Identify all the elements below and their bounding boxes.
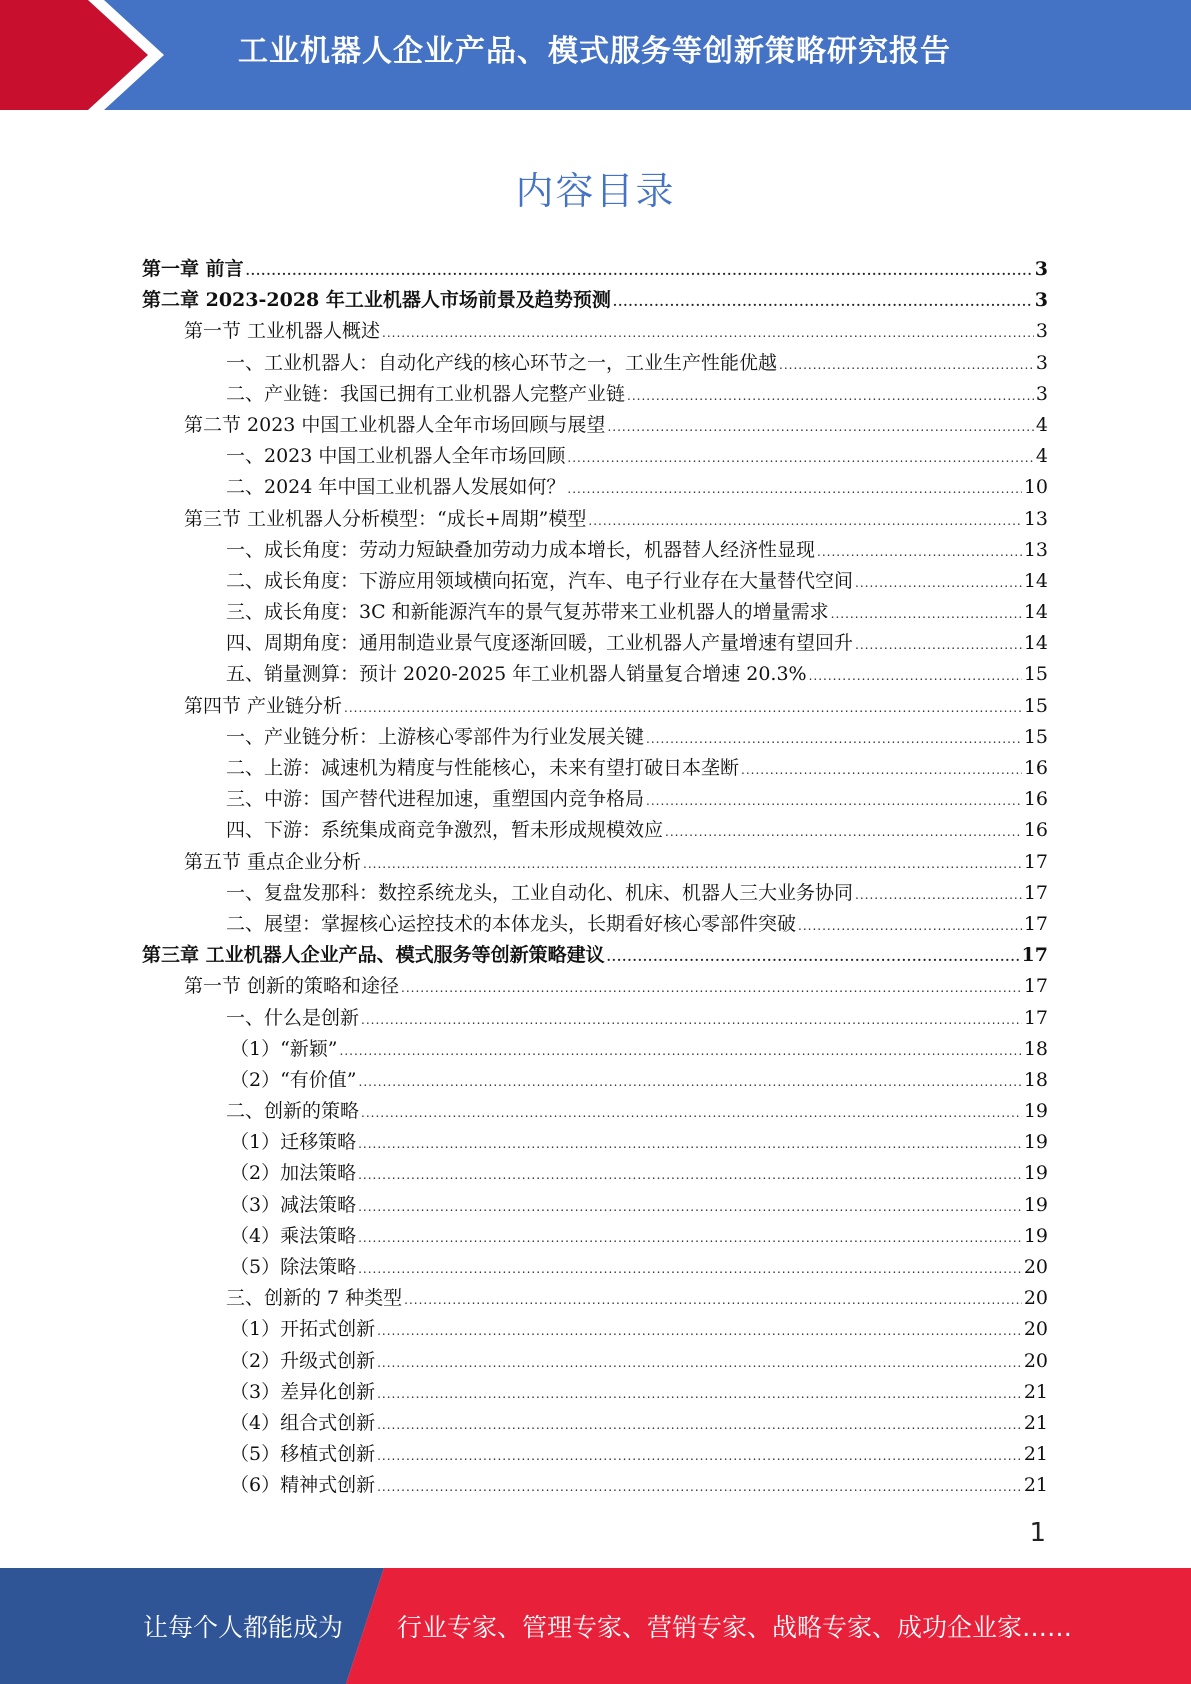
- toc-leader-dots: [340, 1036, 1022, 1067]
- toc-leader-dots: [382, 318, 1034, 349]
- toc-entry[interactable]: [142, 316, 1048, 347]
- toc-entry-title: 二、成长角度：下游应用领域横向拓宽，汽车、电子行业存在大量替代空间: [226, 569, 854, 592]
- toc-entry[interactable]: [142, 1283, 1048, 1314]
- toc-entry[interactable]: [142, 441, 1048, 472]
- toc-entry-title: （6）精神式创新: [230, 1474, 376, 1497]
- toc-leader-dots: [377, 1379, 1022, 1410]
- toc-entry-page: 21: [1023, 1411, 1048, 1434]
- toc-leader-dots: [358, 1223, 1022, 1254]
- toc-entry-page: 13: [1023, 507, 1048, 530]
- toc-leader-dots: [377, 1441, 1022, 1472]
- toc-entry-title: （1）迁移策略: [230, 1131, 357, 1154]
- toc-entry[interactable]: [142, 254, 1048, 285]
- toc-entry-title: 第一节 工业机器人概述: [184, 320, 381, 343]
- toc-entry-page: 19: [1023, 1224, 1048, 1247]
- toc-entry-title: 四、下游：系统集成商竞争激烈，暂未形成规模效应: [226, 819, 664, 842]
- toc-entry[interactable]: [142, 940, 1048, 971]
- toc-entry[interactable]: [142, 410, 1048, 441]
- toc-entry[interactable]: [142, 815, 1048, 846]
- toc-entry-title: （2）升级式创新: [230, 1349, 376, 1372]
- toc-leader-dots: [665, 817, 1022, 848]
- toc-leader-dots: [401, 973, 1022, 1004]
- toc-leader-dots: [567, 474, 1021, 505]
- toc-leader-dots: [377, 1410, 1022, 1441]
- toc-entry-page: 4: [1035, 413, 1048, 436]
- toc-entry-title: （1）开拓式创新: [230, 1318, 376, 1341]
- toc-entry[interactable]: [142, 379, 1048, 410]
- toc-leader-dots: [627, 381, 1034, 412]
- footer-slogan-right: 行业专家、管理专家、营销专家、战略专家、成功企业家……: [397, 1613, 1073, 1642]
- toc-entry-page: 19: [1023, 1131, 1048, 1154]
- toc-entry-title: 一、产业链分析：上游核心零部件为行业发展关键: [226, 725, 645, 748]
- toc-entry-title: 一、2023 中国工业机器人全年市场回顾: [226, 445, 566, 468]
- toc-leader-dots: [361, 1098, 1022, 1129]
- toc-entry-page: 3: [1034, 258, 1048, 280]
- toc-entry[interactable]: [142, 722, 1048, 753]
- toc-entry[interactable]: [142, 628, 1048, 659]
- toc-entry-page: 17: [1023, 850, 1048, 873]
- toc-entry-title: 三、中游：国产替代进程加速，重塑国内竞争格局: [226, 788, 645, 811]
- toc-entry-page: 15: [1023, 694, 1048, 717]
- toc-entry-page: 17: [1021, 944, 1048, 967]
- toc-entry[interactable]: [142, 1221, 1048, 1252]
- toc-entry[interactable]: [142, 566, 1048, 597]
- table-of-contents: [142, 254, 1048, 1502]
- toc-entry-page: 16: [1023, 757, 1048, 779]
- toc-leader-dots: [607, 942, 1020, 973]
- toc-entry-page: 14: [1023, 569, 1048, 592]
- toc-entry-title: （2）加法策略: [230, 1162, 357, 1185]
- toc-entry-page: 17: [1023, 1006, 1048, 1029]
- toc-entry[interactable]: [142, 1439, 1048, 1470]
- toc-entry-title: 二、2024 年中国工业机器人发展如何？: [226, 476, 566, 499]
- toc-heading: 内容目录: [515, 169, 676, 213]
- footer-slogan-left: 让每个人都能成为: [143, 1613, 344, 1642]
- toc-entry-page: 18: [1023, 1068, 1048, 1091]
- toc-entry[interactable]: [142, 1127, 1048, 1158]
- toc-entry-page: 15: [1023, 663, 1048, 686]
- toc-entry-title: （3）差异化创新: [230, 1380, 376, 1403]
- toc-entry-title: （4）组合式创新: [230, 1411, 376, 1434]
- toc-entry-page: 19: [1023, 1100, 1048, 1123]
- toc-entry-page: 21: [1023, 1380, 1048, 1403]
- toc-entry[interactable]: [142, 971, 1048, 1002]
- toc-entry-page: 14: [1023, 632, 1048, 655]
- toc-entry-page: 3: [1035, 320, 1048, 343]
- toc-entry-title: 第三章 工业机器人企业产品、模式服务等创新策略建议: [142, 944, 605, 967]
- toc-entry[interactable]: [142, 847, 1048, 878]
- toc-entry-title: 第五节 重点企业分析: [184, 850, 362, 873]
- toc-entry-title: 三、成长角度：3C 和新能源汽车的景气复苏带来工业机器人的增量需求: [226, 601, 829, 624]
- toc-entry-page: 16: [1023, 788, 1048, 811]
- toc-entry[interactable]: [142, 1096, 1048, 1127]
- page-number: 1: [1029, 1518, 1046, 1548]
- toc-leader-dots: [779, 350, 1034, 381]
- toc-entry[interactable]: [142, 691, 1048, 722]
- toc-entry-title: 五、销量测算：预计 2020-2025 年工业机器人销量复合增速 20.3%: [226, 663, 807, 686]
- toc-entry-title: 第一节 创新的策略和途径: [184, 975, 400, 998]
- toc-entry-title: 一、什么是创新: [226, 1006, 360, 1029]
- toc-leader-dots: [358, 1254, 1022, 1285]
- toc-leader-dots: [809, 661, 1022, 692]
- toc-entry-page: 20: [1023, 1287, 1048, 1310]
- toc-entry-title: 第二章 2023-2028 年工业机器人市场前景及趋势预测: [142, 289, 611, 312]
- toc-entry[interactable]: [142, 659, 1048, 690]
- toc-entry-page: 20: [1023, 1349, 1048, 1372]
- toc-entry-page: 13: [1023, 538, 1048, 561]
- toc-entry[interactable]: [142, 878, 1048, 909]
- toc-entry[interactable]: [142, 1003, 1048, 1034]
- toc-leader-dots: [246, 256, 1033, 287]
- toc-leader-dots: [588, 506, 1021, 537]
- toc-leader-dots: [817, 537, 1022, 568]
- toc-entry-title: 二、上游：减速机为精度与性能核心，未来有望打破日本垄断: [226, 757, 740, 779]
- toc-leader-dots: [358, 1129, 1022, 1160]
- toc-entry-title: 二、展望：掌握核心运控技术的本体龙头，长期看好核心零部件突破: [226, 912, 797, 935]
- toc-leader-dots: [855, 630, 1022, 661]
- toc-leader-dots: [741, 755, 1022, 786]
- toc-leader-dots: [344, 693, 1022, 724]
- toc-entry[interactable]: [142, 504, 1048, 535]
- toc-leader-dots: [377, 1472, 1022, 1503]
- toc-entry-title: 二、创新的策略: [226, 1100, 360, 1123]
- toc-entry[interactable]: [142, 1377, 1048, 1408]
- toc-entry[interactable]: [142, 1158, 1048, 1189]
- toc-entry-title: （2）“有价值”: [230, 1068, 357, 1091]
- toc-leader-dots: [377, 1316, 1022, 1347]
- toc-entry-title: 第一章 前言: [142, 258, 244, 280]
- toc-entry-title: 一、复盘发那科：数控系统龙头，工业自动化、机床、机器人三大业务协同: [226, 881, 854, 904]
- toc-entry[interactable]: [142, 1065, 1048, 1096]
- toc-leader-dots: [855, 880, 1022, 911]
- toc-entry[interactable]: [142, 285, 1048, 316]
- toc-entry-page: 4: [1035, 445, 1048, 468]
- toc-entry-title: 第二节 2023 中国工业机器人全年市场回顾与展望: [184, 413, 606, 436]
- toc-entry[interactable]: [142, 1314, 1048, 1345]
- toc-entry-page: 3: [1035, 351, 1048, 374]
- toc-entry-page: 21: [1023, 1443, 1048, 1466]
- toc-entry[interactable]: [142, 1408, 1048, 1439]
- toc-entry[interactable]: [142, 535, 1048, 566]
- toc-entry[interactable]: [142, 909, 1048, 940]
- toc-leader-dots: [358, 1160, 1022, 1191]
- toc-entry-title: 二、产业链：我国已拥有工业机器人完整产业链: [226, 382, 626, 405]
- toc-entry-page: 19: [1023, 1193, 1048, 1216]
- toc-entry-page: 19: [1023, 1162, 1048, 1185]
- toc-leader-dots: [607, 412, 1033, 443]
- toc-entry-title: （1）“新颖”: [230, 1037, 338, 1060]
- toc-entry-page: 16: [1023, 819, 1048, 842]
- toc-entry-title: （5）移植式创新: [230, 1443, 376, 1466]
- toc-entry-page: 14: [1023, 601, 1048, 624]
- toc-entry-title: 一、工业机器人：自动化产线的核心环节之一，工业生产性能优越: [226, 351, 778, 374]
- toc-entry-title: 第三节 工业机器人分析模型：“成长+周期”模型: [184, 507, 587, 530]
- footer-banner: [0, 1568, 1191, 1684]
- toc-entry-page: 17: [1023, 881, 1048, 904]
- report-title: 工业机器人企业产品、模式服务等创新策略研究报告: [238, 34, 951, 69]
- toc-leader-dots: [855, 568, 1022, 599]
- toc-leader-dots: [377, 1348, 1022, 1379]
- toc-entry[interactable]: [142, 753, 1048, 784]
- toc-entry-title: （4）乘法策略: [230, 1224, 357, 1247]
- toc-leader-dots: [359, 1067, 1022, 1098]
- toc-entry-title: 四、周期角度：通用制造业景气度逐渐回暖，工业机器人产量增速有望回升: [226, 632, 854, 655]
- toc-entry-title: （5）除法策略: [230, 1256, 357, 1278]
- toc-entry-title: （3）减法策略: [230, 1193, 357, 1216]
- toc-leader-dots: [646, 786, 1022, 817]
- toc-leader-dots: [363, 849, 1022, 880]
- toc-entry-page: 21: [1023, 1474, 1048, 1497]
- toc-entry[interactable]: [142, 1034, 1048, 1065]
- toc-leader-dots: [613, 287, 1033, 318]
- toc-entry[interactable]: [142, 348, 1048, 379]
- toc-entry[interactable]: [142, 1470, 1048, 1501]
- toc-entry-page: 18: [1023, 1037, 1048, 1060]
- toc-leader-dots: [358, 1192, 1022, 1223]
- toc-leader-dots: [404, 1285, 1022, 1316]
- toc-entry-page: 10: [1023, 476, 1048, 499]
- toc-leader-dots: [567, 443, 1034, 474]
- toc-entry-page: 15: [1023, 725, 1048, 748]
- toc-entry-page: 17: [1023, 975, 1048, 998]
- toc-entry[interactable]: [142, 1252, 1048, 1283]
- toc-entry-page: 17: [1023, 912, 1048, 935]
- toc-entry-page: 3: [1035, 382, 1048, 405]
- toc-leader-dots: [646, 724, 1022, 755]
- header-banner: [0, 0, 1191, 110]
- toc-entry[interactable]: [142, 1190, 1048, 1221]
- toc-leader-dots: [361, 1005, 1022, 1036]
- toc-leader-dots: [798, 911, 1022, 942]
- toc-entry[interactable]: [142, 597, 1048, 628]
- toc-entry-page: 20: [1023, 1318, 1048, 1341]
- toc-entry-title: 三、创新的 7 种类型: [226, 1287, 403, 1310]
- toc-entry-title: 一、成长角度：劳动力短缺叠加劳动力成本增长，机器替人经济性显现: [226, 538, 816, 561]
- toc-leader-dots: [831, 599, 1022, 630]
- toc-entry-title: 第四节 产业链分析: [184, 694, 343, 717]
- toc-entry-page: 20: [1023, 1256, 1048, 1278]
- toc-entry[interactable]: [142, 1346, 1048, 1377]
- toc-entry[interactable]: [142, 784, 1048, 815]
- toc-entry-page: 3: [1034, 289, 1048, 312]
- toc-entry[interactable]: [142, 472, 1048, 503]
